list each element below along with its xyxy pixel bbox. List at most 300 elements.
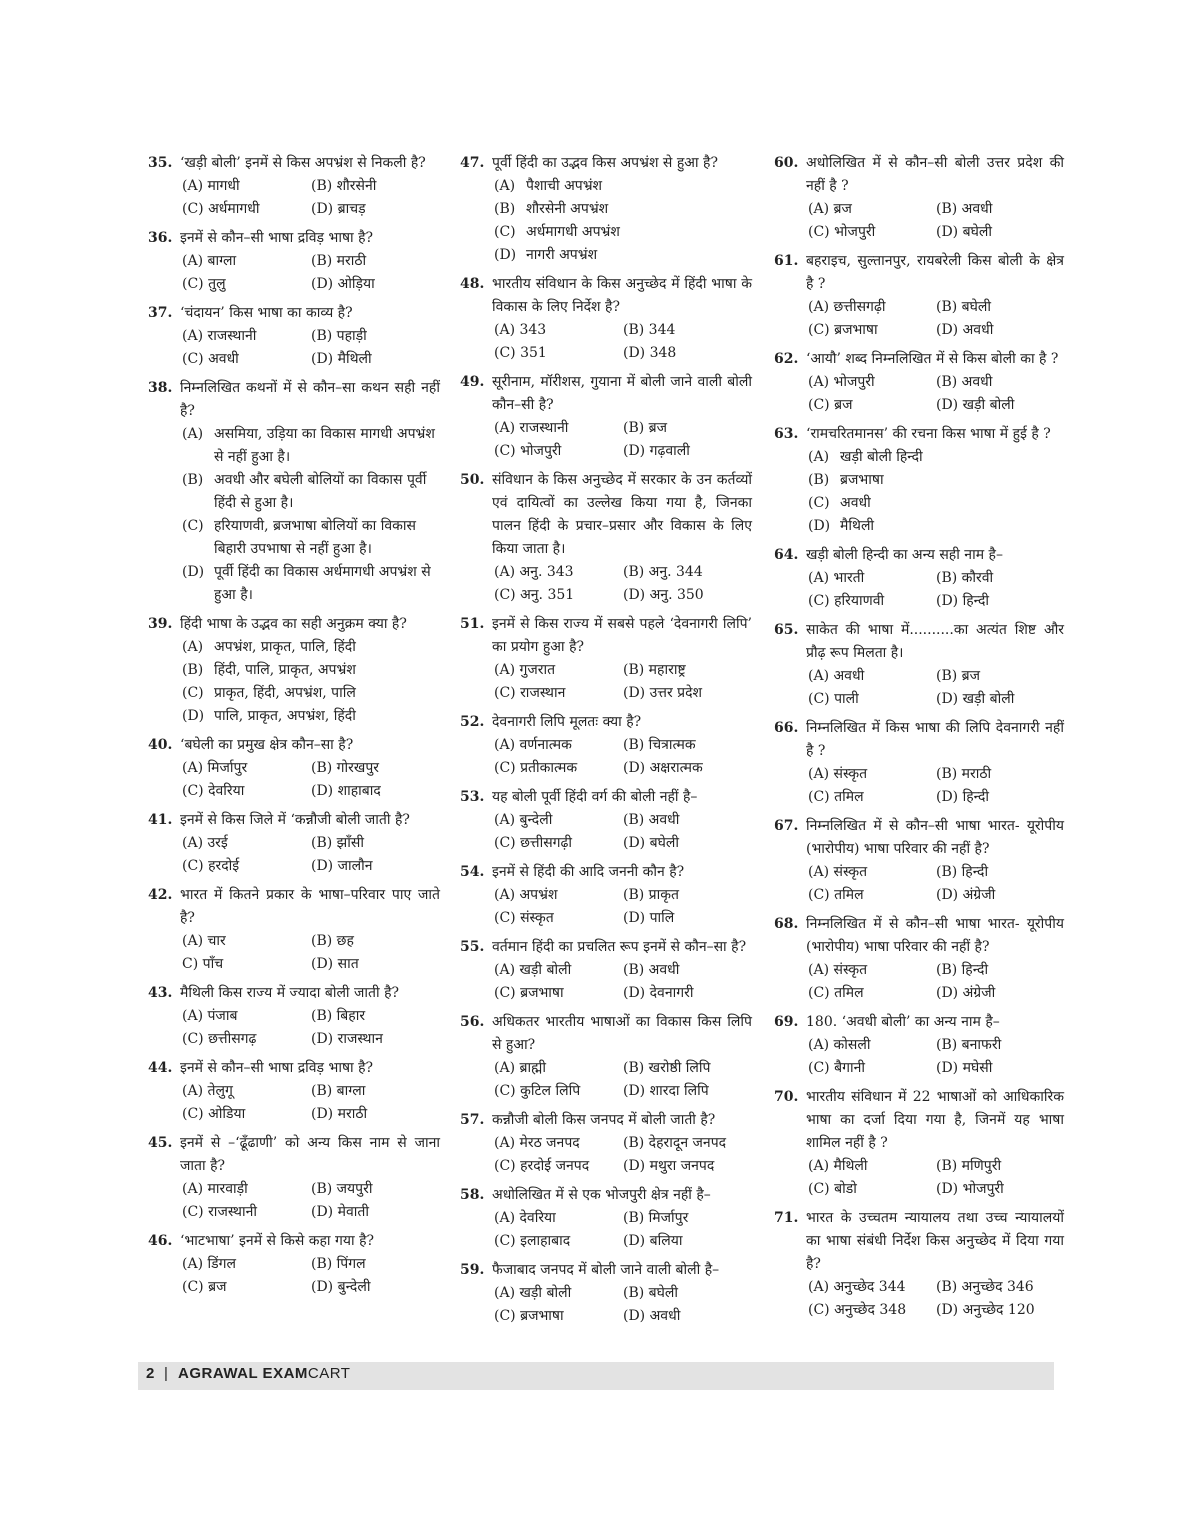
question-text: भारतीय संविधान के किस अनुच्छेद में हिंदी भाषा के विकास के लिए निर्देश है? (492, 276, 752, 315)
answer-option: (C) हरियाणवी (808, 593, 885, 609)
question-text: फैजाबाद जनपद में बोली जाने वाली बोली है– (492, 1262, 720, 1278)
question-number: 64. (774, 547, 799, 563)
answer-option (808, 492, 1064, 515)
question-text: यह बोली पूर्वी हिंदी वर्ग की बोली नहीं है– (492, 789, 698, 805)
question-text: वर्तमान हिंदी का प्रचलित रूप इनमें से कौन–सा है? (492, 939, 747, 955)
option-text: अवधी (840, 495, 871, 511)
question-body (806, 1086, 1064, 1201)
answer-option: (A) बुन्देली (494, 812, 553, 828)
question-number: 39. (148, 616, 173, 632)
publisher-name-bold: AGRAWAL EXAM (178, 1365, 308, 1382)
answer-option: (D) शाहाबाद (311, 783, 381, 799)
question-body (492, 273, 752, 365)
answer-option: (D) अनु. 350 (623, 587, 704, 603)
answer-options (806, 1155, 1064, 1201)
answer-options (806, 567, 1064, 613)
option-letter: (D) (808, 518, 831, 534)
option-text: हिंदी, पालि, प्राकृत, अपभ्रंश (214, 662, 356, 678)
question-text: पूर्वी हिंदी का उद्भव किस अपभ्रंश से हुआ है? (492, 155, 718, 171)
answer-option: (B) बाग्ला (311, 1083, 366, 1099)
answer-option: (D) मेवाती (311, 1204, 369, 1220)
answer-option: (C) ब्रज (808, 397, 853, 413)
answer-options (492, 659, 752, 705)
answer-option: (B) प्राकृत (623, 887, 679, 903)
answer-options (806, 296, 1064, 342)
answer-options (492, 1132, 752, 1178)
question-body (180, 377, 440, 607)
question-number: 42. (148, 887, 173, 903)
option-text: अपभ्रंश, प्राकृत, पालि, हिंदी (214, 639, 356, 655)
question-number: 41. (148, 812, 173, 828)
answer-option: (D) देवनागरी (623, 985, 694, 1001)
answer-options (806, 371, 1064, 417)
question-number: 50. (460, 472, 485, 488)
question-text: भारतीय संविधान में 22 भाषाओं को आधिकारिक भाषा का दर्जा दिया गया है, जिनमें यह भाषा शामिल नहीं है ? (806, 1089, 1064, 1151)
answer-option: (A) राजस्थानी (182, 328, 257, 344)
question-item (460, 711, 752, 780)
question-body (180, 613, 440, 728)
answer-options (492, 1057, 752, 1103)
answer-options (806, 1276, 1064, 1322)
option-letter: (C) (494, 224, 516, 240)
answer-option: (B) महाराष्ट्र (623, 662, 686, 678)
question-number: 36. (148, 230, 173, 246)
question-item (148, 377, 440, 607)
question-text: ‘चंदायन’ किस भाषा का काव्य है? (180, 305, 353, 321)
answer-option: (D) बलिया (623, 1233, 683, 1249)
answer-option (182, 636, 440, 659)
question-item (148, 982, 440, 1051)
answer-option: (C) ब्रजभाषा (808, 322, 878, 338)
question-body (806, 250, 1064, 342)
answer-option: (A) 343 (494, 322, 547, 338)
option-text: मैथिली (840, 518, 875, 534)
answer-option: (D) ओड़िया (311, 276, 375, 292)
question-item (148, 1230, 440, 1299)
answer-options (806, 198, 1064, 244)
answer-option: (D) मैथिली (311, 351, 372, 367)
option-text: असमिया, उड़िया का विकास मागधी अपभ्रंश से नहीं हुआ है। (214, 426, 435, 465)
answer-option: (A) डिंगल (182, 1256, 236, 1272)
option-letter: (A) (182, 639, 204, 655)
page-footer (138, 1362, 1054, 1390)
answer-option: (A) खड़ी बोली (494, 962, 572, 978)
option-text: हरियाणवी, ब्रजभाषा बोलियों का विकास बिहारी उपभाषा से नहीं हुआ है। (214, 518, 416, 557)
answer-option: (D) बघेली (623, 835, 679, 851)
answer-option: (A) संस्कृत (808, 864, 868, 880)
answer-option: (D) अवधी (623, 1308, 681, 1324)
option-text: पूर्वी हिंदी का विकास अर्धमागधी अपभ्रंश से हुआ है। (214, 564, 431, 603)
question-item (148, 884, 440, 976)
question-body (492, 936, 752, 1005)
question-body (492, 371, 752, 463)
question-text: देवनागरी लिपि मूलतः क्या है? (492, 714, 642, 730)
question-body (180, 809, 440, 878)
answer-option: (A) भोजपुरी (808, 374, 875, 390)
question-column-3 (774, 152, 1064, 1328)
answer-options (180, 930, 440, 976)
question-body (806, 815, 1064, 907)
answer-option: (A) तेलुगू (182, 1083, 233, 1099)
answer-option (494, 244, 752, 267)
answer-option: (B) कौरवी (936, 570, 994, 586)
question-body (492, 613, 752, 705)
answer-options (180, 1178, 440, 1224)
option-letter: (C) (182, 518, 204, 534)
question-column-2 (460, 152, 752, 1334)
answer-option: (A) देवरिया (494, 1210, 556, 1226)
answer-option: (C) हरदोई (182, 858, 240, 874)
question-item (460, 613, 752, 705)
question-text: कन्नौजी बोली किस जनपद में बोली जाती है? (492, 1112, 716, 1128)
answer-option: (D) राजस्थान (311, 1031, 383, 1047)
answer-option: (C) राजस्थानी (182, 1204, 257, 1220)
question-item (148, 1132, 440, 1224)
question-number: 55. (460, 939, 485, 955)
question-text: ‘खड़ी बोली’ इनमें से किस अपभ्रंश से निकली है? (180, 155, 426, 171)
answer-option: (C) ब्रजभाषा (494, 985, 564, 1001)
answer-option: (C) ब्रज (182, 1279, 227, 1295)
question-text: निम्नलिखित में किस भाषा की लिपि देवनागरी नहीं है ? (806, 720, 1064, 759)
answer-options (492, 959, 752, 1005)
question-body (180, 1230, 440, 1299)
answer-option: (C) राजस्थान (494, 685, 566, 701)
question-item (774, 544, 1064, 613)
question-item (460, 1109, 752, 1178)
answer-option (182, 682, 440, 705)
option-letter: (B) (494, 201, 516, 217)
question-item (774, 152, 1064, 244)
answer-option (494, 175, 752, 198)
answer-option: (D) 348 (623, 345, 677, 361)
answer-option: (D) अक्षरात्मक (623, 760, 703, 776)
answer-option: (B) मिर्जापुर (623, 1210, 689, 1226)
answer-option: (B) गोरखपुर (311, 760, 380, 776)
question-text: खड़ी बोली हिन्दी का अन्य सही नाम है– (806, 547, 1003, 563)
question-body (180, 884, 440, 976)
option-letter: (B) (182, 662, 204, 678)
question-text: इनमें से किस जिले में ‘कन्नौजी बोली जाती है? (180, 812, 410, 828)
answer-options (180, 325, 440, 371)
option-text: प्राकृत, हिंदी, अपभ्रंश, पालि (214, 685, 356, 701)
question-body (806, 544, 1064, 613)
answer-option (182, 515, 440, 561)
question-number: 63. (774, 426, 799, 442)
answer-option: (C) अनुच्छेद 348 (808, 1302, 907, 1318)
answer-option: (C) 351 (494, 345, 547, 361)
question-body (806, 348, 1064, 417)
question-item (774, 250, 1064, 342)
question-item (460, 152, 752, 267)
question-item (460, 273, 752, 365)
publisher-logo (178, 1365, 350, 1382)
answer-option: (B) अवधी (623, 962, 680, 978)
question-item (148, 152, 440, 221)
answer-options (180, 1080, 440, 1126)
question-item (148, 734, 440, 803)
question-item (774, 913, 1064, 1005)
answer-option: C) पाँच (182, 956, 224, 972)
answer-option: (C) देवरिया (182, 783, 245, 799)
question-body (180, 302, 440, 371)
question-number: 51. (460, 616, 485, 632)
answer-option: (B) अवधी (936, 374, 993, 390)
page-number: 2 (146, 1365, 155, 1382)
option-text: शौरसेनी अपभ्रंश (526, 201, 609, 217)
option-text: खड़ी बोली हिन्दी (840, 449, 923, 465)
answer-options (180, 1005, 440, 1051)
answer-option: (A) संस्कृत (808, 962, 868, 978)
answer-option: (C) हरदोई जनपद (494, 1158, 590, 1174)
question-item (774, 815, 1064, 907)
answer-option: (C) प्रतीकात्मक (494, 760, 578, 776)
answer-option: (C) अवधी (182, 351, 239, 367)
answer-options (492, 1282, 752, 1328)
question-number: 46. (148, 1233, 173, 1249)
answer-option: (C) पाली (808, 691, 859, 707)
answer-option: (C) ओडिया (182, 1106, 246, 1122)
option-letter: (A) (494, 178, 516, 194)
answer-options (806, 959, 1064, 1005)
answer-option: (A) मैथिली (808, 1158, 868, 1174)
question-item (460, 936, 752, 1005)
answer-options (492, 561, 752, 607)
question-number: 62. (774, 351, 799, 367)
question-text: अधोलिखित में से कौन–सी बोली उत्तर प्रदेश की नहीं है ? (806, 155, 1064, 194)
answer-options (492, 734, 752, 780)
question-number: 53. (460, 789, 485, 805)
answer-option (808, 469, 1064, 492)
answer-option (182, 705, 440, 728)
question-text: 180. ‘अवधी बोली’ का अन्य नाम है– (806, 1014, 1000, 1030)
question-item (774, 619, 1064, 711)
answer-options (806, 446, 1064, 538)
answer-option: (A) अनुच्छेद 344 (808, 1279, 906, 1295)
question-text: निम्नलिखित में से कौन–सी भाषा भारत- यूरोपीय (भारोपीय) भाषा परिवार की नहीं है? (806, 818, 1064, 857)
answer-option: (B) झाँसी (311, 835, 364, 851)
question-number: 60. (774, 155, 799, 171)
answer-options (806, 861, 1064, 907)
answer-option: (D) उत्तर प्रदेश (623, 685, 703, 701)
question-body (180, 734, 440, 803)
answer-option: (C) संस्कृत (494, 910, 554, 926)
question-text: इनमें से कौन–सी भाषा द्रविड़ भाषा है? (180, 230, 374, 246)
question-text: बहराइच, सुल्तानपुर, रायबरेली किस बोली के क्षेत्र है ? (806, 253, 1064, 292)
answer-option: (D) शारदा लिपि (623, 1083, 709, 1099)
answer-option: (C) बोडो (808, 1181, 857, 1197)
answer-options (180, 757, 440, 803)
answer-options (492, 809, 752, 855)
option-text: ब्रजभाषा (840, 472, 884, 488)
answer-option: (C) ब्रजभाषा (494, 1308, 564, 1324)
answer-option: (A) अपभ्रंश (494, 887, 558, 903)
option-letter: (D) (182, 708, 205, 724)
question-body (180, 227, 440, 296)
answer-option: (D) भोजपुरी (936, 1181, 1004, 1197)
answer-option: (B) देहरादून जनपद (623, 1135, 727, 1151)
question-number: 57. (460, 1112, 485, 1128)
answer-option: (B) बिहार (311, 1008, 366, 1024)
question-body (492, 1011, 752, 1103)
answer-option: (C) अनु. 351 (494, 587, 575, 603)
answer-option: (D) मराठी (311, 1106, 368, 1122)
answer-option: (A) पंजाब (182, 1008, 238, 1024)
question-item (774, 423, 1064, 538)
question-body (492, 152, 752, 267)
answer-options (806, 1034, 1064, 1080)
question-item (460, 1184, 752, 1253)
answer-options (180, 636, 440, 728)
question-body (806, 152, 1064, 244)
answer-option: (B) हिन्दी (936, 962, 989, 978)
answer-option (808, 515, 1064, 538)
question-text: भारत में कितने प्रकार के भाषा–परिवार पाए जाते है? (180, 887, 440, 926)
question-number: 38. (148, 380, 173, 396)
question-body (492, 1109, 752, 1178)
question-number: 71. (774, 1210, 799, 1226)
question-number: 37. (148, 305, 173, 321)
answer-option: (C) तुलु (182, 276, 226, 292)
question-text: ‘आयौ’ शब्द निम्नलिखित में से किस बोली का है ? (806, 351, 1059, 367)
question-item (774, 1086, 1064, 1201)
option-text: पालि, प्राकृत, अपभ्रंश, हिंदी (214, 708, 356, 724)
answer-option: (A) वर्णनात्मक (494, 737, 572, 753)
answer-option: (B) खरोष्ठी लिपि (623, 1060, 711, 1076)
answer-option: (C) तमिल (808, 887, 864, 903)
answer-option: (B) बघेली (936, 299, 992, 315)
answer-option: (C) छत्तीसगढ़ी (494, 835, 573, 851)
question-body (492, 1259, 752, 1328)
question-item (460, 469, 752, 607)
answer-option: (A) खड़ी बोली (494, 1285, 572, 1301)
answer-option: (B) ब्रज (623, 420, 668, 436)
question-item (774, 348, 1064, 417)
answer-option: (A) मागधी (182, 178, 240, 194)
answer-option: (B) छह (311, 933, 354, 949)
answer-option: (B) मराठी (936, 766, 992, 782)
question-item (774, 1207, 1064, 1322)
question-body (492, 711, 752, 780)
answer-option: (A) राजस्थानी (494, 420, 569, 436)
answer-option: (A) ब्राह्मी (494, 1060, 546, 1076)
question-body (806, 619, 1064, 711)
answer-option: (B) बघेली (623, 1285, 679, 1301)
answer-option: (C) भोजपुरी (808, 224, 876, 240)
question-text: मैथिली किस राज्य में ज्यादा बोली जाती है? (180, 985, 400, 1001)
question-item (148, 227, 440, 296)
question-item (148, 613, 440, 728)
answer-option: (D) अनुच्छेद 120 (936, 1302, 1035, 1318)
answer-option: (B) 344 (623, 322, 676, 338)
answer-option: (A) संस्कृत (808, 766, 868, 782)
answer-option: (A) कोसली (808, 1037, 871, 1053)
answer-option: (B) चित्रात्मक (623, 737, 696, 753)
answer-option: (B) अवधी (623, 812, 680, 828)
publisher-name-light: CART (307, 1365, 351, 1382)
question-item (774, 717, 1064, 809)
answer-option: (D) अवधी (936, 322, 994, 338)
question-text: अधिकतर भारतीय भाषाओं का विकास किस लिपि से हुआ? (492, 1014, 752, 1053)
question-body (180, 982, 440, 1051)
option-text: पैशाची अपभ्रंश (526, 178, 603, 194)
answer-option: (C) इलाहाबाद (494, 1233, 571, 1249)
question-body (492, 786, 752, 855)
answer-options (180, 250, 440, 296)
answer-option (182, 423, 440, 469)
answer-option (494, 198, 752, 221)
question-item (148, 1057, 440, 1126)
question-column-1 (148, 152, 440, 1305)
answer-option: (A) बाग्ला (182, 253, 237, 269)
answer-option: (B) ब्रज (936, 668, 981, 684)
answer-options (492, 319, 752, 365)
question-item (460, 861, 752, 930)
question-text: निम्नलिखित कथनों में से कौन–सा कथन सही नहीं है? (180, 380, 440, 419)
question-number: 67. (774, 818, 799, 834)
question-number: 47. (460, 155, 485, 171)
question-item (148, 302, 440, 371)
answer-option: (D) हिन्दी (936, 789, 990, 805)
question-number: 49. (460, 374, 485, 390)
question-item (148, 809, 440, 878)
answer-option: (A) मिर्जापुर (182, 760, 248, 776)
answer-options (180, 175, 440, 221)
question-number: 48. (460, 276, 485, 292)
answer-options (180, 1253, 440, 1299)
answer-option: (A) ब्रज (808, 201, 852, 217)
question-body (180, 1132, 440, 1224)
answer-option: (D) पालि (623, 910, 675, 926)
question-text: इनमें से –‘ढूँढाणी’ को अन्य किस नाम से जाना जाता है? (180, 1135, 440, 1174)
answer-option: (D) जालौन (311, 858, 373, 874)
option-letter: (A) (808, 449, 830, 465)
answer-option: (C) तमिल (808, 789, 864, 805)
question-text: इनमें से हिंदी की आदि जननी कौन है? (492, 864, 685, 880)
answer-option: (B) अनु. 344 (623, 564, 703, 580)
answer-option: (A) चार (182, 933, 226, 949)
question-body (492, 861, 752, 930)
answer-option: (A) अनु. 343 (494, 564, 574, 580)
answer-option: (B) पिंगल (311, 1256, 366, 1272)
answer-options (806, 763, 1064, 809)
question-body (806, 717, 1064, 809)
question-text: भारत के उच्चतम न्यायालय तथा उच्च न्यायालयों का भाषा संबंधी निर्देश किस अनुच्छेद में दिया गया है? (806, 1210, 1064, 1272)
question-body (806, 423, 1064, 538)
question-text: ‘भाटभाषा’ इनमें से किसे कहा गया है? (180, 1233, 375, 1249)
answer-option: (C) छत्तीसगढ़ (182, 1031, 257, 1047)
question-text: ‘बघेली का प्रमुख क्षेत्र कौन–सा है? (180, 737, 354, 753)
question-number: 35. (148, 155, 173, 171)
question-number: 52. (460, 714, 485, 730)
question-number: 59. (460, 1262, 485, 1278)
question-text: अधोलिखित में से एक भोजपुरी क्षेत्र नहीं है– (492, 1187, 711, 1203)
answer-option: (D) बघेली (936, 224, 992, 240)
question-number: 58. (460, 1187, 485, 1203)
question-number: 45. (148, 1135, 173, 1151)
answer-option: (C) भोजपुरी (494, 443, 562, 459)
answer-options (492, 1207, 752, 1253)
answer-option: (D) अंग्रेजी (936, 887, 996, 903)
answer-option: (D) अंग्रेजी (936, 985, 996, 1001)
answer-options (492, 417, 752, 463)
option-letter: (A) (182, 426, 204, 442)
option-letter: (D) (182, 564, 205, 580)
answer-option: (C) तमिल (808, 985, 864, 1001)
answer-options (492, 175, 752, 267)
answer-options (180, 832, 440, 878)
question-text: इनमें से किस राज्य में सबसे पहले ‘देवनागरी लिपि’ का प्रयोग हुआ है? (492, 616, 752, 655)
answer-option: (A) उरई (182, 835, 228, 851)
